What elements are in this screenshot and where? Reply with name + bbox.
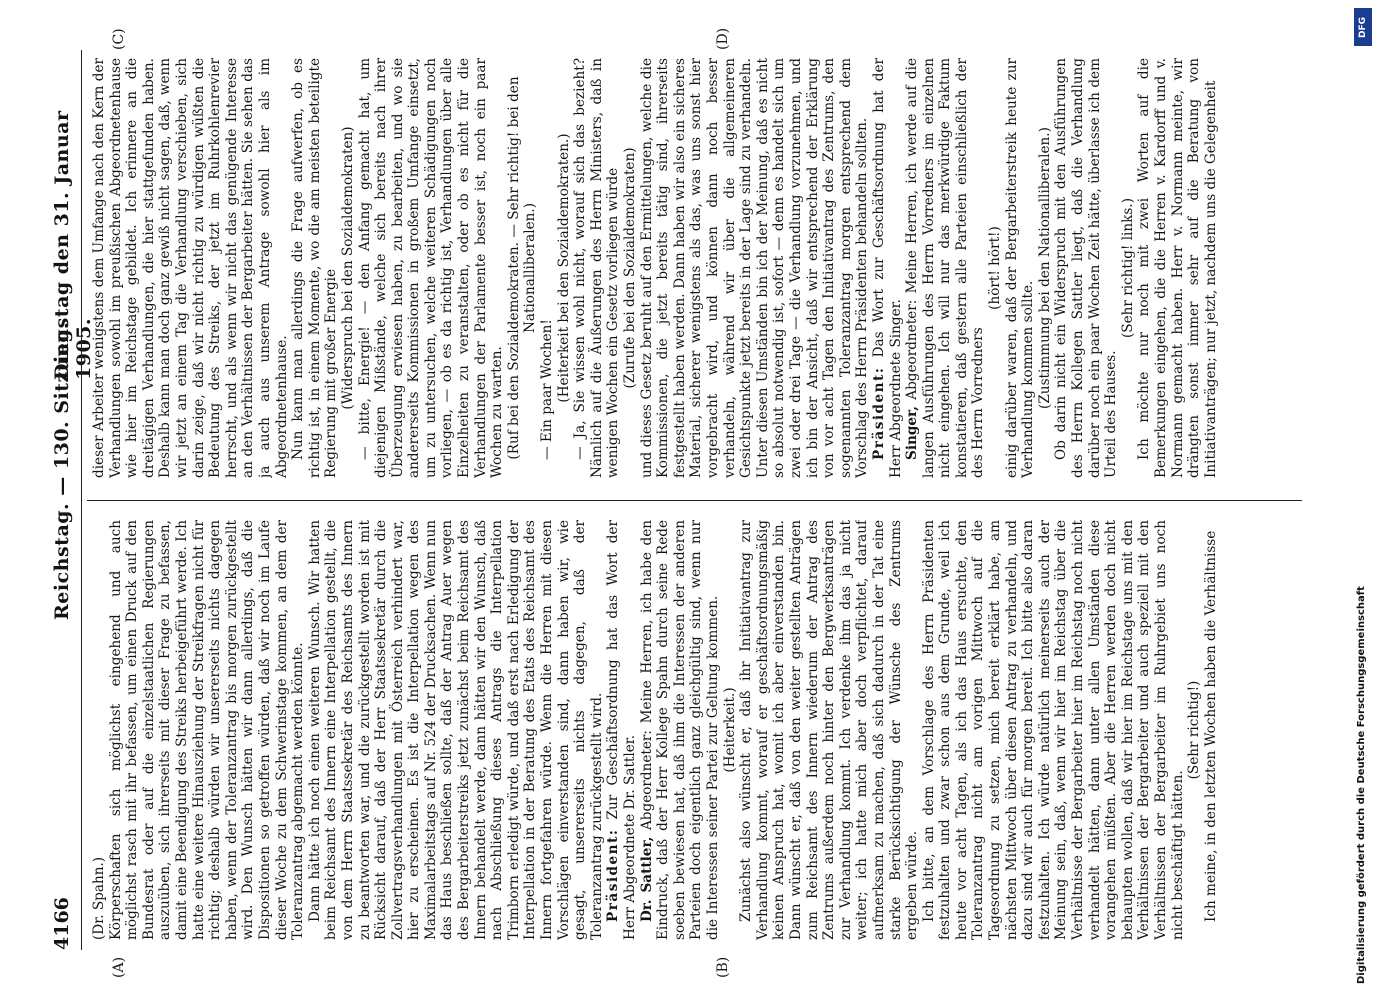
reaction: (Widerspruch bei den Sozialdemokraten) [339,126,356,410]
speaker-name: Präsident: [870,366,887,460]
credit-text: Digitalisierung gefördert durch die Deutsche Forschungsgemeinschaft [1356,586,1367,984]
page-header [45,50,95,950]
paragraph: Zur Geschäftsordnung hat das Wort der Herr Abgeordnete Dr. Sattler. [605,520,638,940]
session-date: Dienstag den 31. Januar 1905. [51,110,95,380]
reaction: (Ruf bei den Sozialdemokraten. — Sehr richtig! bei den Nationalliberalen.) [505,76,539,460]
margin-letter-c: (C) [111,28,127,50]
paragraph: — Ja, Sie wissen wohl nicht, worauf sich das bezieht? Nämlich auf die Äußerungen des Herrn Ministers, daß in wenigen Wochen ein Gesetz vorliegen würde [572,58,622,478]
digitization-credit [1352,8,1374,992]
margin-letter-b: (B) [715,956,731,978]
reaction: (hört! hört!) [987,226,1004,310]
column-divider [87,500,1302,501]
paragraph: Zunächst also wünscht er, daß ihr Initiativantrag zur Verhandlung kommt, worauf er geschäftsordnungsmäßig keinen Anspruch hat, womit ich aber einverstanden bin. Dann wünscht er, daß von den weiter gestellten Anträgen zum Reichsamt des Innern wiederum der Antrag des Zentrums außerdem noch hinter den Bergwerksanträgen zur Verhandlung kommt. Ich verdenke ihm das ja nicht weiter; ich hatte mich aber doch verpflichtet, darauf aufmerksam zu machen, daß sich dadurch in der Tat eine starke Berücksichtigung der Wünsche des Zentrums ergeben würde. [738,520,921,940]
reaction: (Zustimmung bei den Nationalliberalen.) [1036,127,1053,409]
header-rule [81,50,82,950]
paragraph: Dann hätte ich noch einen weiteren Wunsch. Wir hatten beim Reichsamt des Innern eine Interpellation gestellt, die von dem Herrn Staatssekretär des Reichsamts des Innern zu beantworten war, und die zurückgestellt worden ist mit Rücksicht darauf, daß der Herr Staatssekretär durch die Zollvertragsverhandlungen mit Österreich verhindert war, hier zu erscheinen. Es ist die Interpellation wegen des Maximalarbeitstags auf Nr. 524 der Drucksachen. Wenn nun das Haus beschließen sollte, daß der Antrag Auer wegen des Bergarbeiterstreiks jetzt zunächst beim Reichsamt des Innern behandelt werde, dann hätten wir den Wunsch, daß nach Abschließung dieses Antrags die Interpellation Trimborn erledigt würde, und daß erst nach Erledigung der Interpellation in der Beratung des Etats des Reichsamt des Innern fortgefahren würde. Wenn die Herren mit diesen Vorschlägen einverstanden sind, dann haben wir, wie gesagt, unsererseits nichts dagegen, daß der Toleranzantrag zurückgestellt wird. [306,520,605,940]
paragraph: dieser Arbeiter wenigstens dem Umfange nach den Kern der Verhandlungen sowohl im preußischen Abgeordnetenhause wie hier im Reichstage gebildet. Ich erinnere an die dreitägigen Verhandlungen, die hier stattgefunden haben. Deshalb kann man doch ganz gewiß nicht sagen, daß, wenn wir jetzt an einem Tag die Verhandlung verschieben, sich darin zeige, daß wir nicht richtig zu würdigen wüßten die Bedeutung des Streiks, der jetzt im Ruhrkohlenrevier herrscht, und als wenn wir nicht das genügende Interesse an den Verhältnissen der Bergarbeiter hätten. Sie sehen das ja auch aus unserem Antrage sowohl hier als im Abgeordnetenhause. [91,58,290,478]
paragraph: Ich möchte nur noch mit zwei Worten auf die Bemerkungen eingehen, die die Herren v. Kardorff und v. Normann gemacht haben. Herr v. Normann meinte, wir drängten sonst immer sehr auf die Beratung von Initiativanträgen; nur jetzt, nachdem uns die Gelegenheit [1136,58,1219,478]
paragraph: — bitte, Energie! — den Anfang gemacht hat, um diejenigen Mißstände, welche sich bereits nach ihrer Überzeugung erwiesen haben, zu bearbeiten, und wo sie andererseits Kommissionen in großem Umfange einsetzt, um zu untersuchen, welche weiteren Schädigungen noch vorliegen, — ob es da richtig ist, Verhandlungen über alle Einzelheiten zu veranstalten, oder ob es nicht für die Verhandlungen der Parlamente besser ist, noch ein paar Wochen zu warten. [356,58,506,478]
rotated-document-page [25,0,1325,1000]
reaction: (Sehr richtig!) [1186,680,1203,780]
paragraph: Abgeordneter: Meine Herren, ich werde auf die langen Ausführungen des Herrn Vorredners im einzelnen nicht eingehen. Ich will nur das merkwürdige Faktum konstatieren, daß gestern alle Parteien einschließlich der des Herrn Vorredners [904,58,987,478]
right-column [91,58,1306,478]
speaker-name: Singer, [904,406,921,460]
paragraph: — Ein paar Wochen! [539,319,556,460]
paragraph: Ich bitte, an dem Vorschlage des Herrn Präsidenten festzuhalten und zwar schon aus dem Grunde, weil ich heute vor acht Tagen, als ich das Haus ersuchte, den Toleranzantrag nicht am vorigen Mittwoch auf die Tagesordnung zu setzen, mich bereit erklärt habe, am nächsten Mittwoch über diesen Antrag zu verhandeln, und dazu sind wir auch für morgen bereit. Ich bitte also daran festzuhalten. Ich würde natürlich meinerseits auch der Meinung sein, daß, wenn wir hier im Reichstag über die Verhältnisse der Bergarbeiter hier im Reichstag noch nicht verhandelt hätten, dann unter allen Umständen diese vorangehen müßten. Aber die Herren werden doch nicht behaupten wollen, daß wir hier im Reichstage uns mit den Verhältnissen der Bergarbeiter und auch speziell mit den Verhältnissen der Bergarbeiter im Ruhrgebiet uns noch nicht beschäftigt hätten. [920,520,1186,940]
reaction: (Zurufe bei den Sozialdemokraten) [622,147,638,389]
speaker-name: Präsident: [605,828,622,922]
margin-letter-a: (A) [111,956,127,978]
reaction: (Heiterkeit.) [721,687,738,773]
paragraph: einig darüber waren, daß der Bergarbeiterstreik heute zur Verhandlung kommen sollte. [1003,58,1037,478]
speaker-continuation: (Dr. Spahn.) [91,856,107,940]
left-column [91,520,1306,940]
paragraph: und dieses Gesetz beruht auf den Ermittelungen, welche die Kommissionen, die jetzt bereits tätig sind, ihrerseits festgestellt haben werden. Dann haben wir also ein sicheres Material, sicherer wenigstens als das, was uns sonst hier vorgebracht wird, und können dann noch besser verhandeln, während wir über die allgemeineren Gesichtspunkte jetzt bereits in der Lage sind zu verhandeln. Unter diesen Umständen bin ich der Meinung, daß es nicht so absolut notwendig ist, sofort — denn es handelt sich um zwei oder drei Tage — die Verhandlung vorzunehmen, und ich bin der Ansicht, daß wir entsprechend der Erklärung von vor acht Tagen den Initiativantrag des Zentrums, den sogenannten Toleranzantrag morgen entsprechend dem Vorschlag des Herrn Präsidenten behandeln sollten. [638,58,871,478]
speaker-name: Dr. Sattler, [638,836,655,922]
paragraph: Körperschaften sich möglichst eingehend und auch möglichst rasch mit ihr befassen, um einen Druck auf den Bundesrat oder auf die einzelstaatlichen Regierungen auszuüben, sich ihrerseits mit dieser Frage zu befassen, damit eine Beendigung des Streiks herbeigeführt werde. Ich hatte eine weitere Hinausziehung der Streikfragen nicht für richtig; deshalb würden wir unsererseits nichts dagegen haben, wenn der Toleranzantrag bis morgen zurückgestellt wird. Den Wunsch hätten wir dann allerdings, daß die Dispositionen so getroffen würden, daß wir noch im Laufe dieser Woche zu dem Schwerinstage kommen, an dem der Toleranzantrag abgemacht werden könnte. [107,520,307,940]
paragraph: Ob darin nicht ein Widerspruch mit den Ausführungen des Herrn Kollegen Sattler liegt, daß die Verhandlung darüber noch ein paar Wochen Zeit hätte, überlasse ich dem Urteil des Hauses. [1053,58,1120,478]
paragraph: Abgeordneter: Meine Herren, ich habe den Eindruck, daß der Herr Kollege Spahn durch seine Rede soeben bewiesen hat, daß ihm die Interessen der anderen Parteien doch eigentlich ganz gleichgültig sind, wenn nur die Interessen seiner Partei zur Geltung kommen. [638,520,721,940]
margin-letter-d: (D) [715,27,731,50]
paragraph: Ich meine, in den letzten Wochen haben die Verhältnisse [1202,530,1219,922]
paragraph: Das Wort zur Geschäftsordnung hat der Herr Abgeordnete Singer. [870,58,904,478]
page-number: 4166 [51,897,73,950]
session-title: Reichstag. — 130. Sitzung. [51,321,73,620]
dfg-logo-icon: DFG [1354,8,1372,46]
reaction: (Sehr richtig! links.) [1119,197,1136,339]
paragraph: Nun kann man allerdings die Frage aufwerfen, ob es richtig ist, in einem Momente, wo die am meisten beteiligte Regierung mit großer Energie [290,58,340,478]
reaction: (Heiterkeit bei den Sozialdemokraten.) [555,133,572,403]
